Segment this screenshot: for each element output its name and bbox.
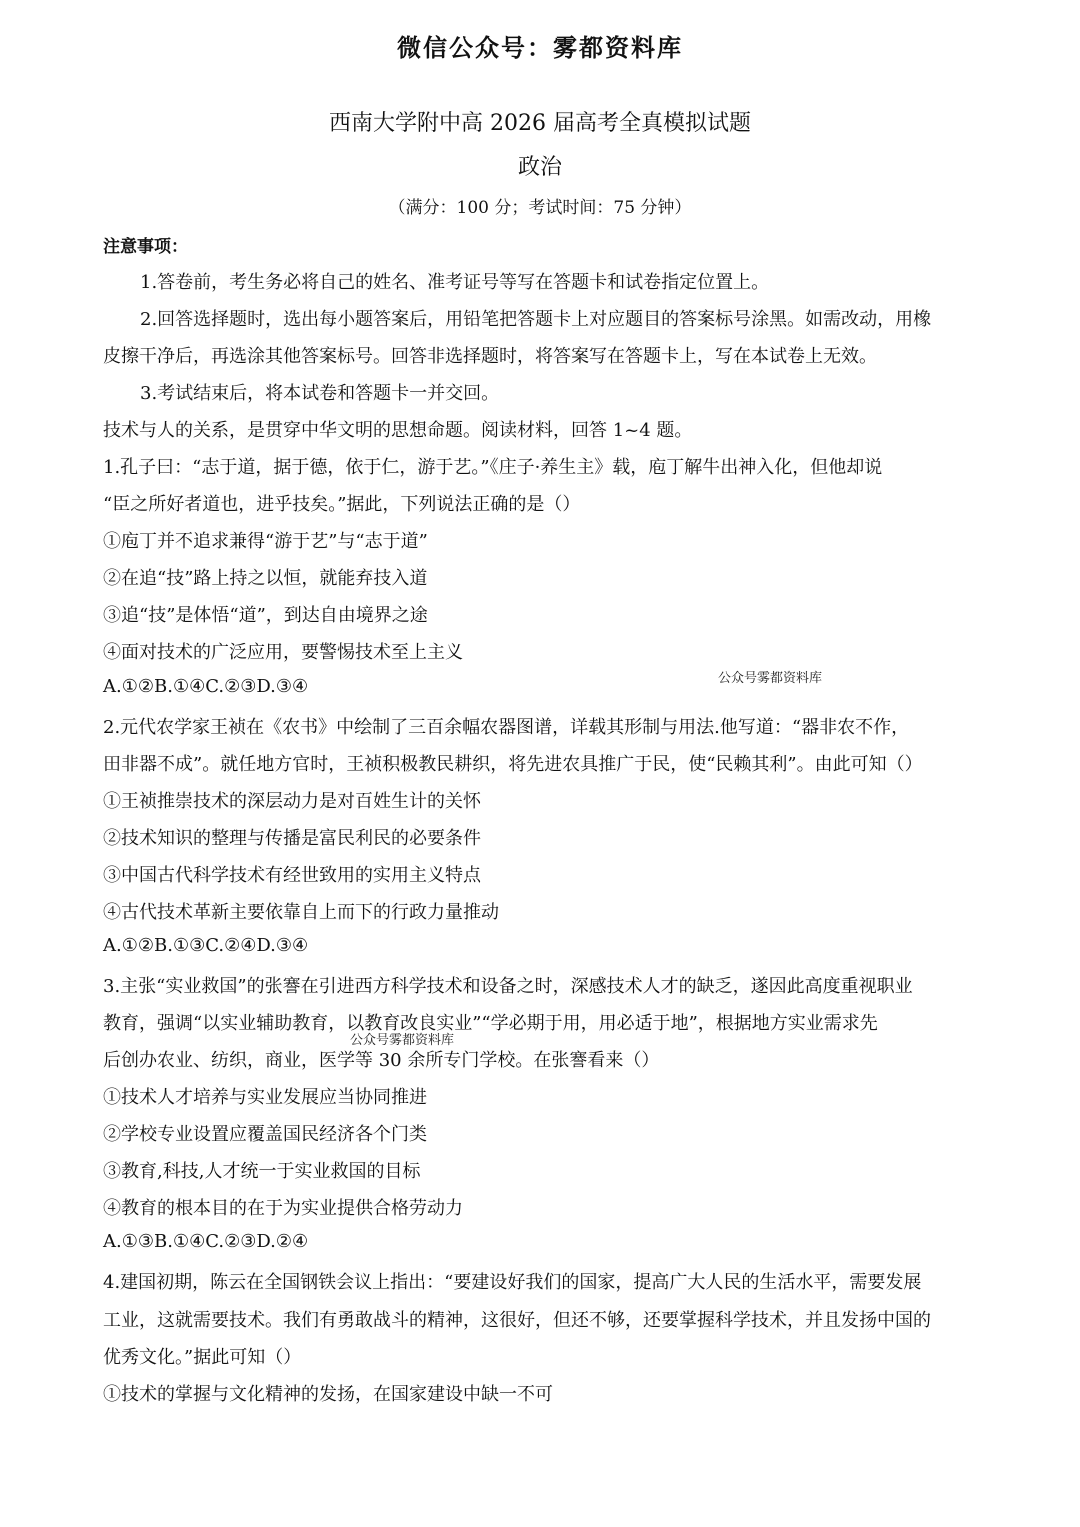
q3-option-1: ①技术人才培养与实业发展应当协同推进 [103,1087,427,1108]
exam-title: 西南大学附中高 2026 届高考全真模拟试题 [329,111,751,136]
q4-option-1: ①技术的掌握与文化精神的发扬，在国家建设中缺一不可 [103,1384,553,1405]
exam-subject: 政治 [517,155,562,180]
q2-stem-line-2: 田非器不成”。就任地方官时，王祯积极教民耕织，将先进农具推广于民，使“民赖其利”。由此可知（） [103,754,923,775]
exam-meta: （满分：100 分；考试时间：75 分钟） [388,198,692,218]
q3-stem-line-3: 后创办农业、纺织，商业，医学等 30 余所专门学校。在张謇看来（） [103,1050,660,1071]
notice-item-3: 3.考试结束后，将本试卷和答题卡一并交回。 [140,383,500,404]
q1-option-4: ④面对技术的广泛应用，要警惕技术至上主义 [103,642,463,663]
q3-stem-line-1: 3.主张“实业救国”的张謇在引进西方科学技术和设备之时，深感技术人才的缺乏，遂因此高度重视职业 [103,976,913,997]
q2-stem-line-1: 2.元代农学家王祯在《农书》中绘制了三百余幅农器图谱，详载其形制与用法.他写道：“器非农不作， [103,717,910,738]
watermark-mid-1: 公众号雾都资料库 [718,671,823,686]
q1-stem-line-1: 1.孔子曰：“志于道，据于德，依于仁，游于艺。”《庄子·养生主》载，庖丁解牛出神入化，但他却说 [103,457,883,478]
header-watermark: 微信公众号：雾都资料库 [397,33,683,62]
q3-option-3: ③教育,科技,人才统一于实业救国的目标 [103,1161,421,1182]
q4-stem-line-1: 4.建国初期，陈云在全国钢铁会议上指出：“要建设好我们的国家，提高广大人民的生活水平，需要发展 [103,1272,922,1293]
q2-option-4: ④古代技术革新主要依靠自上而下的行政力量推动 [103,902,499,923]
q1-choices: A.①②B.①④C.②③D.③④ [103,676,309,697]
q2-choices: A.①②B.①③C.②④D.③④ [103,935,309,956]
intro-text: 技术与人的关系，是贯穿中华文明的思想命题。阅读材料，回答 1~4 题。 [103,420,693,441]
q1-option-3: ③追“技”是体悟“道”，到达自由境界之途 [103,605,428,626]
q2-option-2: ②技术知识的整理与传播是富民利民的必要条件 [103,828,481,849]
q4-stem-line-2: 工业，这就需要技术。我们有勇敢战斗的精神，这很好，但还不够，还要掌握科学技术，并且发扬中国的 [103,1310,931,1331]
notice-item-1: 1.答卷前，考生务必将自己的姓名、准考证号等写在答题卡和试卷指定位置上。 [140,272,770,293]
q2-option-1: ①王祯推崇技术的深层动力是对百姓生计的关怀 [103,791,481,812]
q3-choices: A.①③B.①④C.②③D.②④ [103,1231,309,1252]
notice-heading: 注意事项： [103,237,188,257]
watermark-mid-2: 公众号雾都资料库 [350,1033,455,1048]
notice-item-2-line-1: 2.回答选择题时，选出每小题答案后，用铅笔把答题卡上对应题目的答案标号涂黑。如需改动，用橡 [140,309,932,330]
q3-option-2: ②学校专业设置应覆盖国民经济各个门类 [103,1124,427,1145]
notice-item-2-line-2: 皮擦干净后，再选涂其他答案标号。回答非选择题时，将答案写在答题卡上，写在本试卷上无效。 [103,346,877,367]
q1-option-2: ②在追“技”路上持之以恒，就能弃技入道 [103,568,428,589]
q4-stem-line-3: 优秀文化。”据此可知（） [103,1347,302,1368]
q2-option-3: ③中国古代科学技术有经世致用的实用主义特点 [103,865,481,886]
q3-stem-line-2: 教育，强调“以实业辅助教育，以教育改良实业”“学必期于用，用必适于地”，根据地方实业需求先 [103,1013,878,1034]
q3-option-4: ④教育的根本目的在于为实业提供合格劳动力 [103,1198,463,1219]
q1-option-1: ①庖丁并不追求兼得“游于艺”与“志于道” [103,531,428,552]
q1-stem-line-2: “臣之所好者道也，进乎技矣。”据此，下列说法正确的是（） [103,494,581,515]
